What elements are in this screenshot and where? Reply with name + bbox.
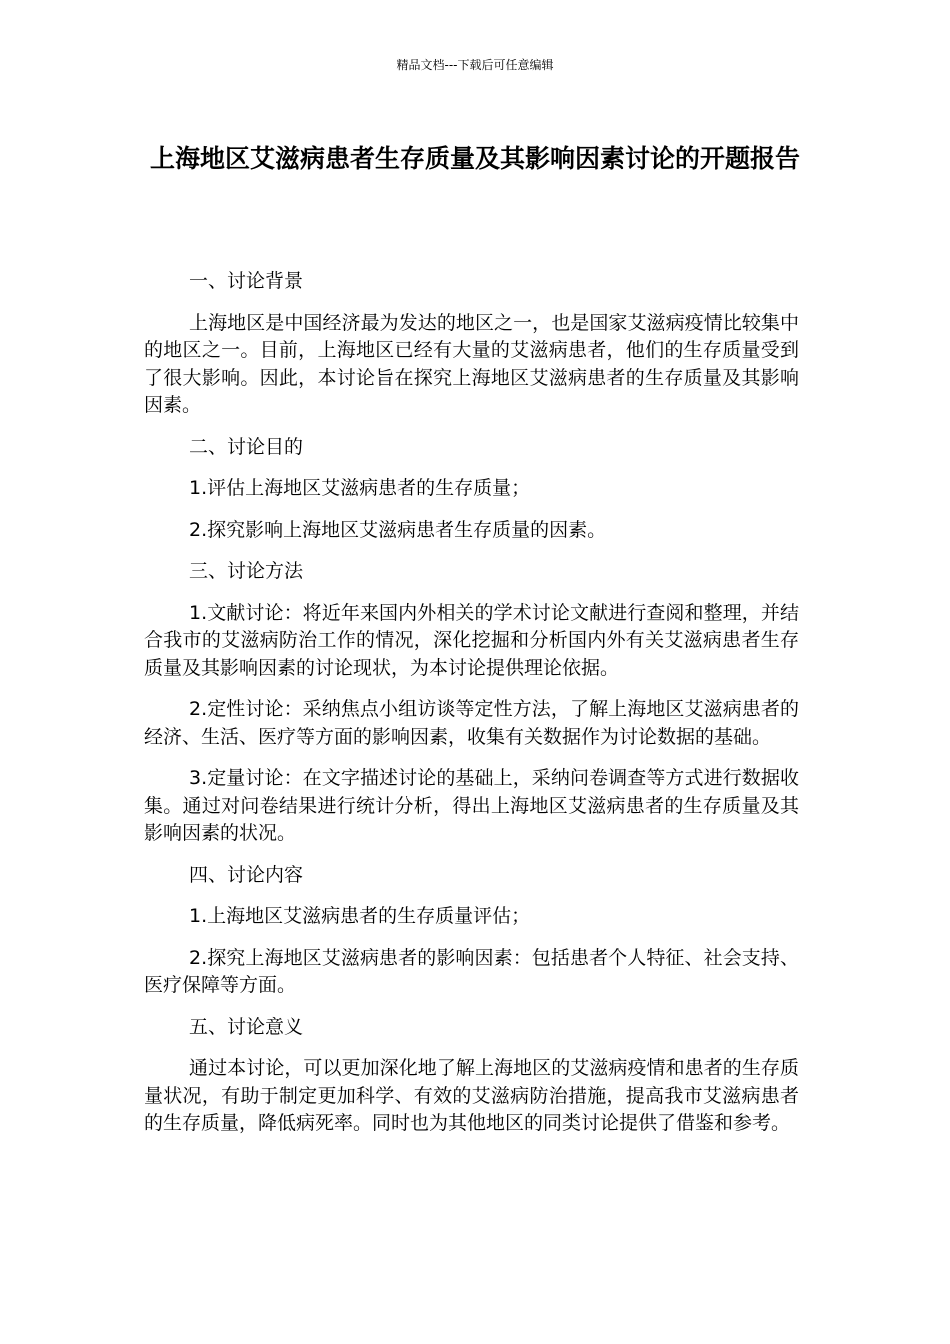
- paragraph-significance: 通过本讨论，可以更加深化地了解上海地区的艾滋病疫情和患者的生存质量状况，有助于制定更加科学、有效的艾滋病防治措施，提高我市艾滋病患者的生存质量，降低病死率。同时也为其他地区的同类讨论提供了借鉴和参考。: [144, 1057, 799, 1134]
- section-heading-significance: 五、讨论意义: [189, 1015, 304, 1038]
- list-item-purpose-1: 1.评估上海地区艾滋病患者的生存质量；: [189, 477, 531, 499]
- paragraph-background: 上海地区是中国经济最为发达的地区之一，也是国家艾滋病疫情比较集中的地区之一。目前，上海地区已经有大量的艾滋病患者，他们的生存质量受到了很大影响。因此，本讨论旨在探究上海地区艾滋病患者的生存质量及其影响因素。: [144, 311, 799, 416]
- section-heading-method: 三、讨论方法: [189, 560, 304, 582]
- list-item-purpose-2: 2.探究影响上海地区艾滋病患者生存质量的因素。: [189, 518, 607, 541]
- list-item-content-2: 2.探究上海地区艾滋病患者的影响因素：包括患者个人特征、社会支持、医疗保障等方面。: [144, 946, 799, 996]
- section-heading-purpose: 二、讨论目的: [189, 435, 304, 458]
- list-item-method-1: 1.文献讨论：将近年来国内外相关的学术讨论文献进行查阅和整理，并结合我市的艾滋病防治工作的情况，深化挖掘和分析国内外有关艾滋病患者生存质量及其影响因素的讨论现状，为本讨论提供理论依据。: [144, 601, 799, 679]
- page-header: 精品文档---下载后可任意编辑: [396, 58, 554, 72]
- list-item-content-1: 1.上海地区艾滋病患者的生存质量评估；: [189, 905, 531, 927]
- document-title: 上海地区艾滋病患者生存质量及其影响因素讨论的开题报告: [149, 144, 800, 173]
- list-item-method-3: 3.定量讨论：在文字描述讨论的基础上，采纳问卷调查等方式进行数据收集。通过对问卷结果进行统计分析，得出上海地区艾滋病患者的生存质量及其影响因素的状况。: [144, 767, 799, 844]
- section-heading-background: 一、讨论背景: [189, 270, 304, 292]
- section-heading-content: 四、讨论内容: [189, 863, 304, 886]
- list-item-method-2: 2.定性讨论：采纳焦点小组访谈等定性方法，了解上海地区艾滋病患者的经济、生活、医疗等方面的影响因素，收集有关数据作为讨论数据的基础。: [144, 698, 799, 748]
- document-body: [144, 268, 799, 1152]
